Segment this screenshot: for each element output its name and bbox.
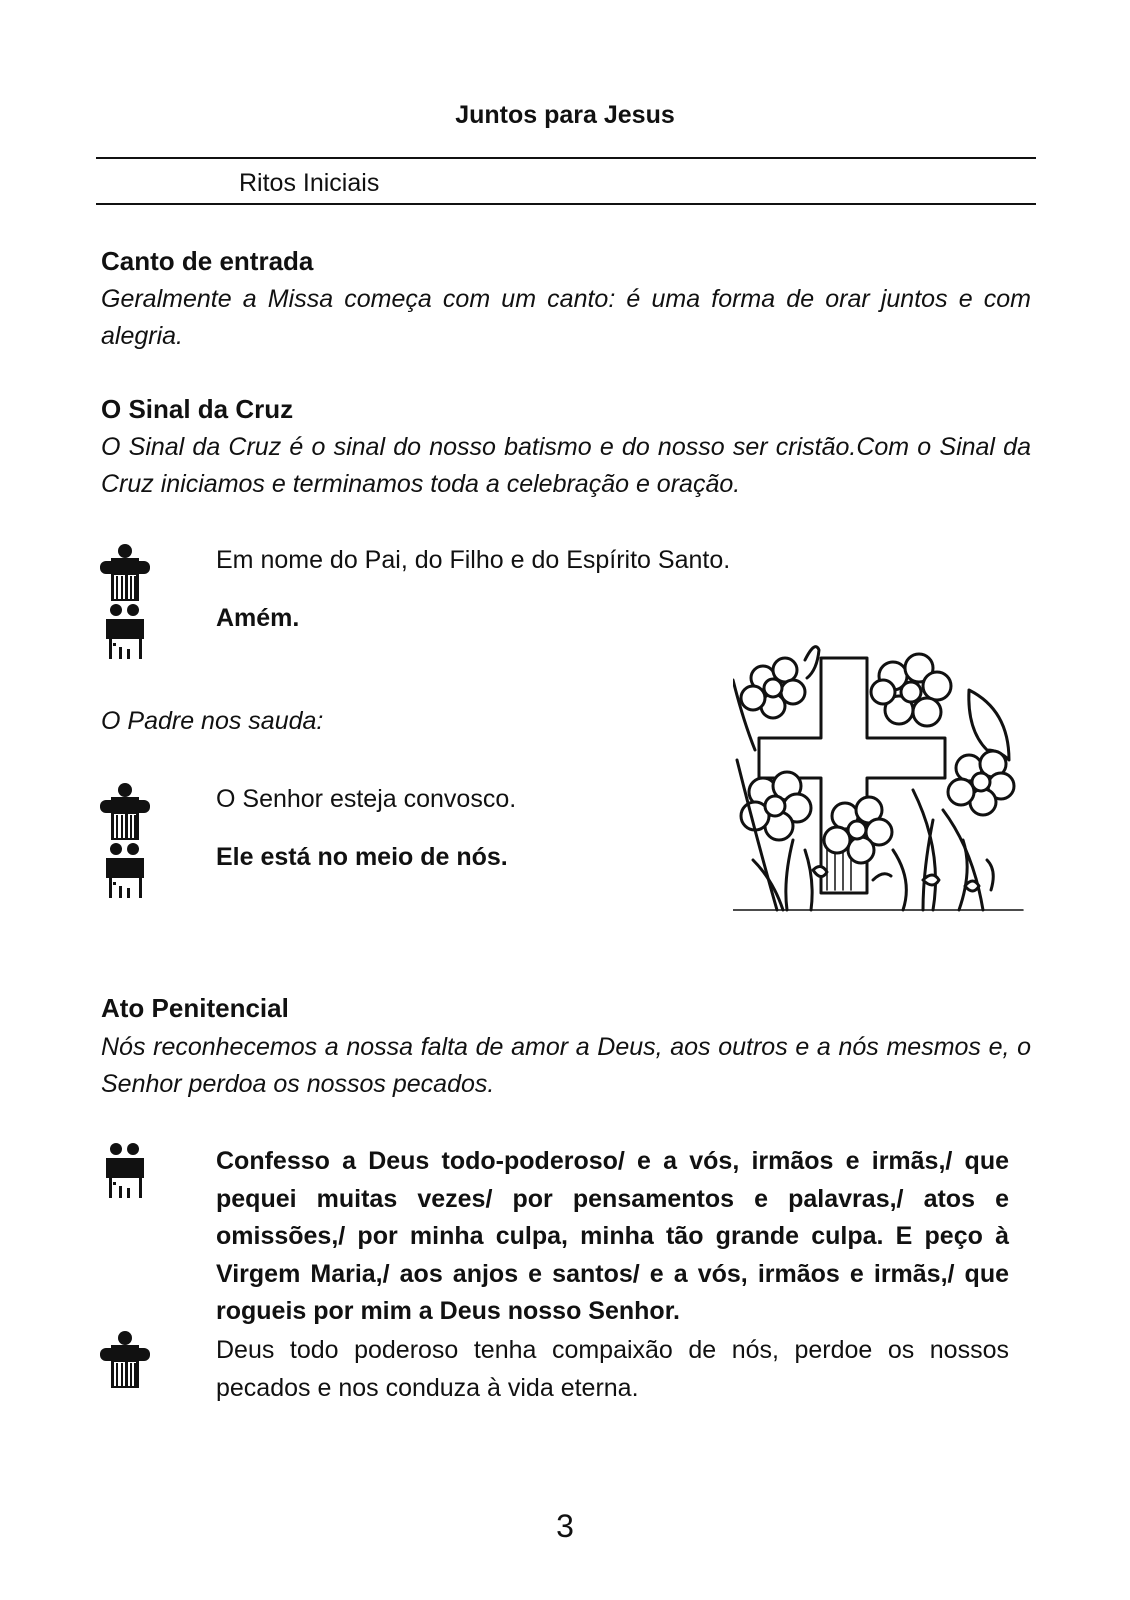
penitencial-priest-prayer: Deus todo poderoso tenha compaixão de nós, perdoe os nossos pecados e nos conduza à vida eterna. [216, 1336, 1009, 1402]
priest-icon [100, 782, 154, 842]
page-number: 3 [556, 1508, 574, 1544]
page-title: Juntos para Jesus [455, 101, 675, 129]
saudacao-intro: O Padre nos sauda: [101, 707, 324, 735]
sinal-text: O Sinal da Cruz é o sinal do nosso batismo e do nosso ser cristão.Com o Sinal da Cruz iniciamos e terminamos toda a celebração e oração. [101, 433, 1031, 498]
saudacao-people-line: Ele está no meio de nós. [216, 843, 508, 871]
people-icon [100, 603, 154, 663]
header-bottom-rule [96, 203, 1036, 205]
sinal-heading: O Sinal da Cruz [101, 394, 294, 424]
header-top-rule [96, 157, 1036, 159]
sinal-people-line: Amém. [216, 604, 300, 632]
people-icon [100, 842, 154, 902]
penitencial-people-prayer: Confesso a Deus todo-poderoso/ e a vós, irmãos e irmãs,/ que pequei muitas vezes/ por pensamentos e palavras,/ atos e omissões,/ por minha culpa, minha tão grande culpa. E peço à Virgem Maria,/ aos anjos e santos/ e a vós, irmãos e irmãs,/ que rogueis por mim a Deus nosso Senhor. [216, 1147, 1009, 1325]
canto-text: Geralmente a Missa começa com um canto: é uma forma de orar juntos e com alegria. [101, 285, 1031, 350]
priest-icon [100, 543, 154, 603]
penitencial-heading: Ato Penitencial [101, 993, 289, 1023]
saudacao-priest-line: O Senhor esteja convosco. [216, 785, 517, 813]
cross-with-flowers-illustration [733, 640, 1033, 922]
canto-heading: Canto de entrada [101, 246, 314, 276]
sinal-priest-line: Em nome do Pai, do Filho e do Espírito Santo. [216, 546, 731, 574]
priest-icon [100, 1330, 154, 1390]
section-title: Ritos Iniciais [239, 169, 380, 197]
penitencial-text: Nós reconhecemos a nossa falta de amor a Deus, aos outros e a nós mesmos e, o Senhor perdoa os nossos pecados. [101, 1033, 1031, 1098]
people-icon [100, 1142, 154, 1202]
